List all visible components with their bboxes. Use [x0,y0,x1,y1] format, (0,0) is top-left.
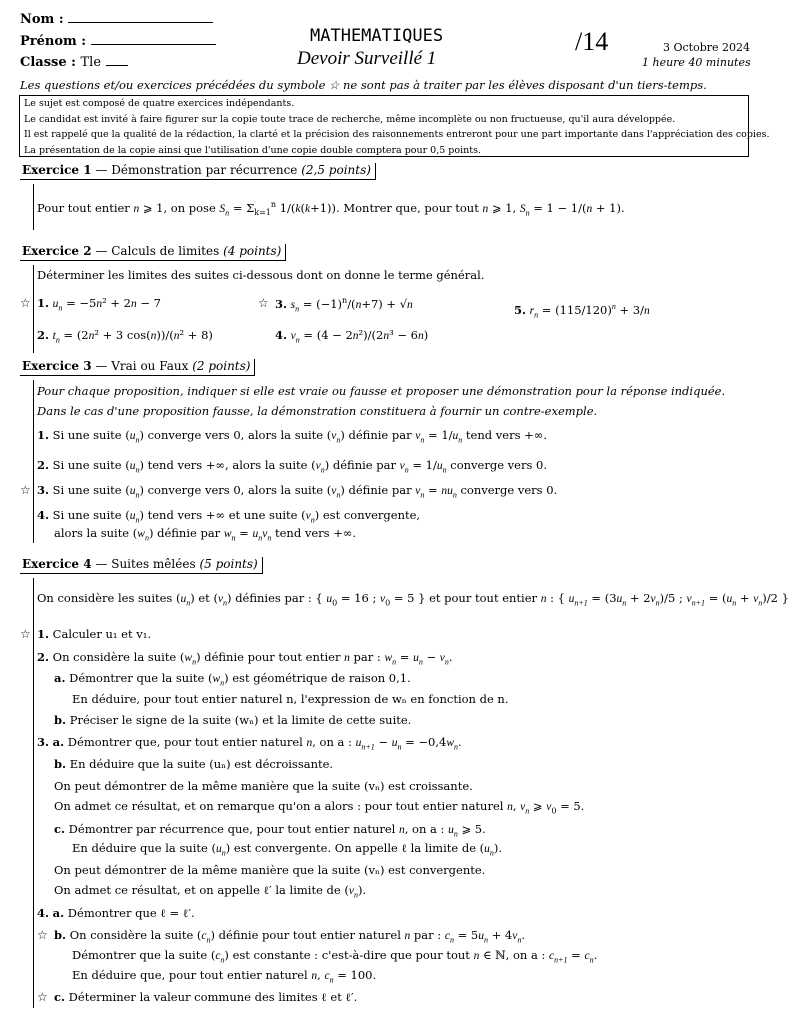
exercise-1-heading: Exercice 1 — Démonstration par récurrence (2,5 points) [20,163,376,180]
ex2-q1: 1. $u_n = -5n^2 + 2n - 7$ [37,296,161,313]
instruction-line: Il est rappelé que la qualité de la rédaction, la clarté et la précision des raisonnements entreront pour une part importante dans l'appréciation des copies. [24,129,770,140]
ex3-q1: 1. Si une suite $(u_n)$ converge vers 0, alors la suite $(v_n)$ définie par $v_n = 1/u_n$ tend vers +∞. [37,428,547,445]
subject-title: MATHEMATIQUES [310,26,444,46]
star-icon: ☆ [258,296,269,310]
exercise-1-statement: Pour tout entier n ⩾ 1, on pose $S_n = \Sigma_{k=1}^n$ 1/(k(k+1)). Montrer que, pour tout n ⩾ 1, $S_n = 1 - 1/(n + 1)$. [37,200,625,218]
ex4-q3-remark-2: On admet ce résultat, et on remarque qu'on a alors : pour tout entier naturel n, $v_n$ ⩾ $v_0 = 5$. [54,799,585,816]
star-icon: ☆ [20,627,31,641]
ex4-q4b-cont1: Démontrer que la suite $(c_n)$ est constante : c'est-à-dire que pour tout n ∈ ℕ, on a : $c_{n+1} = c_n$. [72,948,598,965]
tiers-temps-note: Les questions et/ou exercices précédées du symbole ☆ ne sont pas à traiter par les élèves disposant d'un tiers-temps. [20,78,707,92]
ex4-intro: On considère les suites $(u_n)$ et $(v_n)$ définies par : { $u_0 = 16$ ; $v_0 = 5$ } et pour tout entier n : { $u_{n+1} = (3u_n + 2v_n)/5$ ; $v_{n+1} = (u_n + v_n)/2$ } [37,591,789,608]
ex3-q2: 2. Si une suite $(u_n)$ tend vers +∞, alors la suite $(v_n)$ définie par $v_n = 1/u_n$ converge vers 0. [37,458,548,475]
score-total: /14 [575,27,609,56]
ex4-q3c: c. Démontrer par récurrence que, pour tout entier naturel n, on a : $u_n$ ⩾ 5. [54,822,486,839]
instruction-line: Le sujet est composé de quatre exercices indépendants. [24,98,295,109]
exercise-3-intro: Pour chaque proposition, indiquer si elle est vraie ou fausse et proposer une démonstration pour la réponse indiquée. [37,384,726,398]
star-icon: ☆ [20,483,31,497]
exercise-3-intro: Dans le cas d'une proposition fausse, la démonstration constituera à fournir un contre-exemple. [37,404,598,418]
ex2-q4: 4. $v_n = (4 - 2n^2)/(2n^3 - 6n)$ [275,328,429,345]
nom-field[interactable]: Nom : [20,12,213,27]
exam-title: Devoir Surveillé 1 [297,48,437,69]
exercise-2-intro: Déterminer les limites des suites ci-dessous dont on donne le terme général. [37,268,485,282]
ex4-q4b-cont2: En déduire que, pour tout entier naturel n, $c_n = 100$. [72,968,377,985]
prenom-field[interactable]: Prénom : [20,34,216,49]
instruction-line: La présentation de la copie ainsi que l'utilisation d'une copie double comptera pour 0,5 points. [24,144,481,156]
exam-date: 3 Octobre 2024 [663,41,751,54]
instruction-line: Le candidat est invité à faire figurer sur la copie toute trace de recherche, même incomplète ou non fructueuse, qu'il aura développée. [24,113,676,125]
ex4-q4c: c. Déterminer la valeur commune des limites ℓ et ℓ′. [54,990,358,1004]
ex4-q3-remark-1: On peut démontrer de la même manière que la suite (vₙ) est croissante. [54,779,473,793]
ex4-q3-remark-3: On peut démontrer de la même manière que la suite (vₙ) est convergente. [54,863,486,877]
ex4-q4a: 4. a. Démontrer que ℓ = ℓ′. [37,906,195,920]
instructions-box [19,95,770,157]
exercise-2-bar [33,265,34,353]
ex3-q4-cont: alors la suite $(w_n)$ définie par $w_n = u_nv_n$ tend vers +∞. [54,526,357,543]
ex2-q5: 5. $r_n = (115/120)^n + 3/n$ [514,302,650,320]
ex3-q3: 3. Si une suite $(u_n)$ converge vers 0, alors la suite $(v_n)$ définie par $v_n = nu_n$ converge vers 0. [37,483,558,500]
ex4-q4b: b. On considère la suite $(c_n)$ définie pour tout entier naturel n par : $c_n = 5u_n + 4v_n$. [54,928,525,945]
ex3-q4: 4. Si une suite $(u_n)$ tend vers +∞ et une suite $(v_n)$ est convergente, [37,508,421,525]
ex4-q1: 1. Calculer u₁ et v₁. [37,627,152,641]
exercise-2-heading: Exercice 2 — Calculs de limites (4 points) [20,244,286,261]
ex2-q3: 3. $s_n = (-1)^n/(n+7) + √n$ [275,296,413,314]
ex4-q3c-cont: En déduire que la suite $(u_n)$ est convergente. On appelle ℓ la limite de $(u_n)$. [72,841,503,858]
ex4-q2a: a. Démontrer que la suite $(w_n)$ est géométrique de raison 0,1. [54,671,411,688]
star-icon: ☆ [20,296,31,310]
classe-field[interactable]: Classe : Tle [20,55,128,70]
ex4-q2b: b. Préciser le signe de la suite (wₙ) et la limite de cette suite. [54,713,412,727]
ex4-q2a-cont: En déduire, pour tout entier naturel n, l'expression de wₙ en fonction de n. [72,692,509,706]
ex4-q3a: 3. a. Démontrer que, pour tout entier naturel n, on a : $u_{n+1} - u_n = -0,4w_n$. [37,735,462,752]
ex2-q2: 2. $t_n = (2n^2 + 3$ cos(n))/(n² + 8) [37,328,213,345]
exam-duration: 1 heure 40 minutes [642,56,751,69]
star-icon: ☆ [37,990,48,1004]
ex4-q2: 2. On considère la suite $(w_n)$ définie pour tout entier n par : $w_n = u_n - v_n$. [37,650,453,667]
ex4-q3-remark-4: On admet ce résultat, et on appelle ℓ′ la limite de $(v_n)$. [54,883,367,900]
exercise-3-bar [33,380,34,543]
exercise-3-heading: Exercice 3 — Vrai ou Faux (2 points) [20,359,255,376]
exercise-4-bar [33,578,34,1008]
exercise-4-heading: Exercice 4 — Suites mêlées (5 points) [20,557,263,574]
ex4-q3b: b. En déduire que la suite (uₙ) est décroissante. [54,757,334,771]
exercise-1-bar [33,184,34,230]
star-icon: ☆ [37,928,48,942]
